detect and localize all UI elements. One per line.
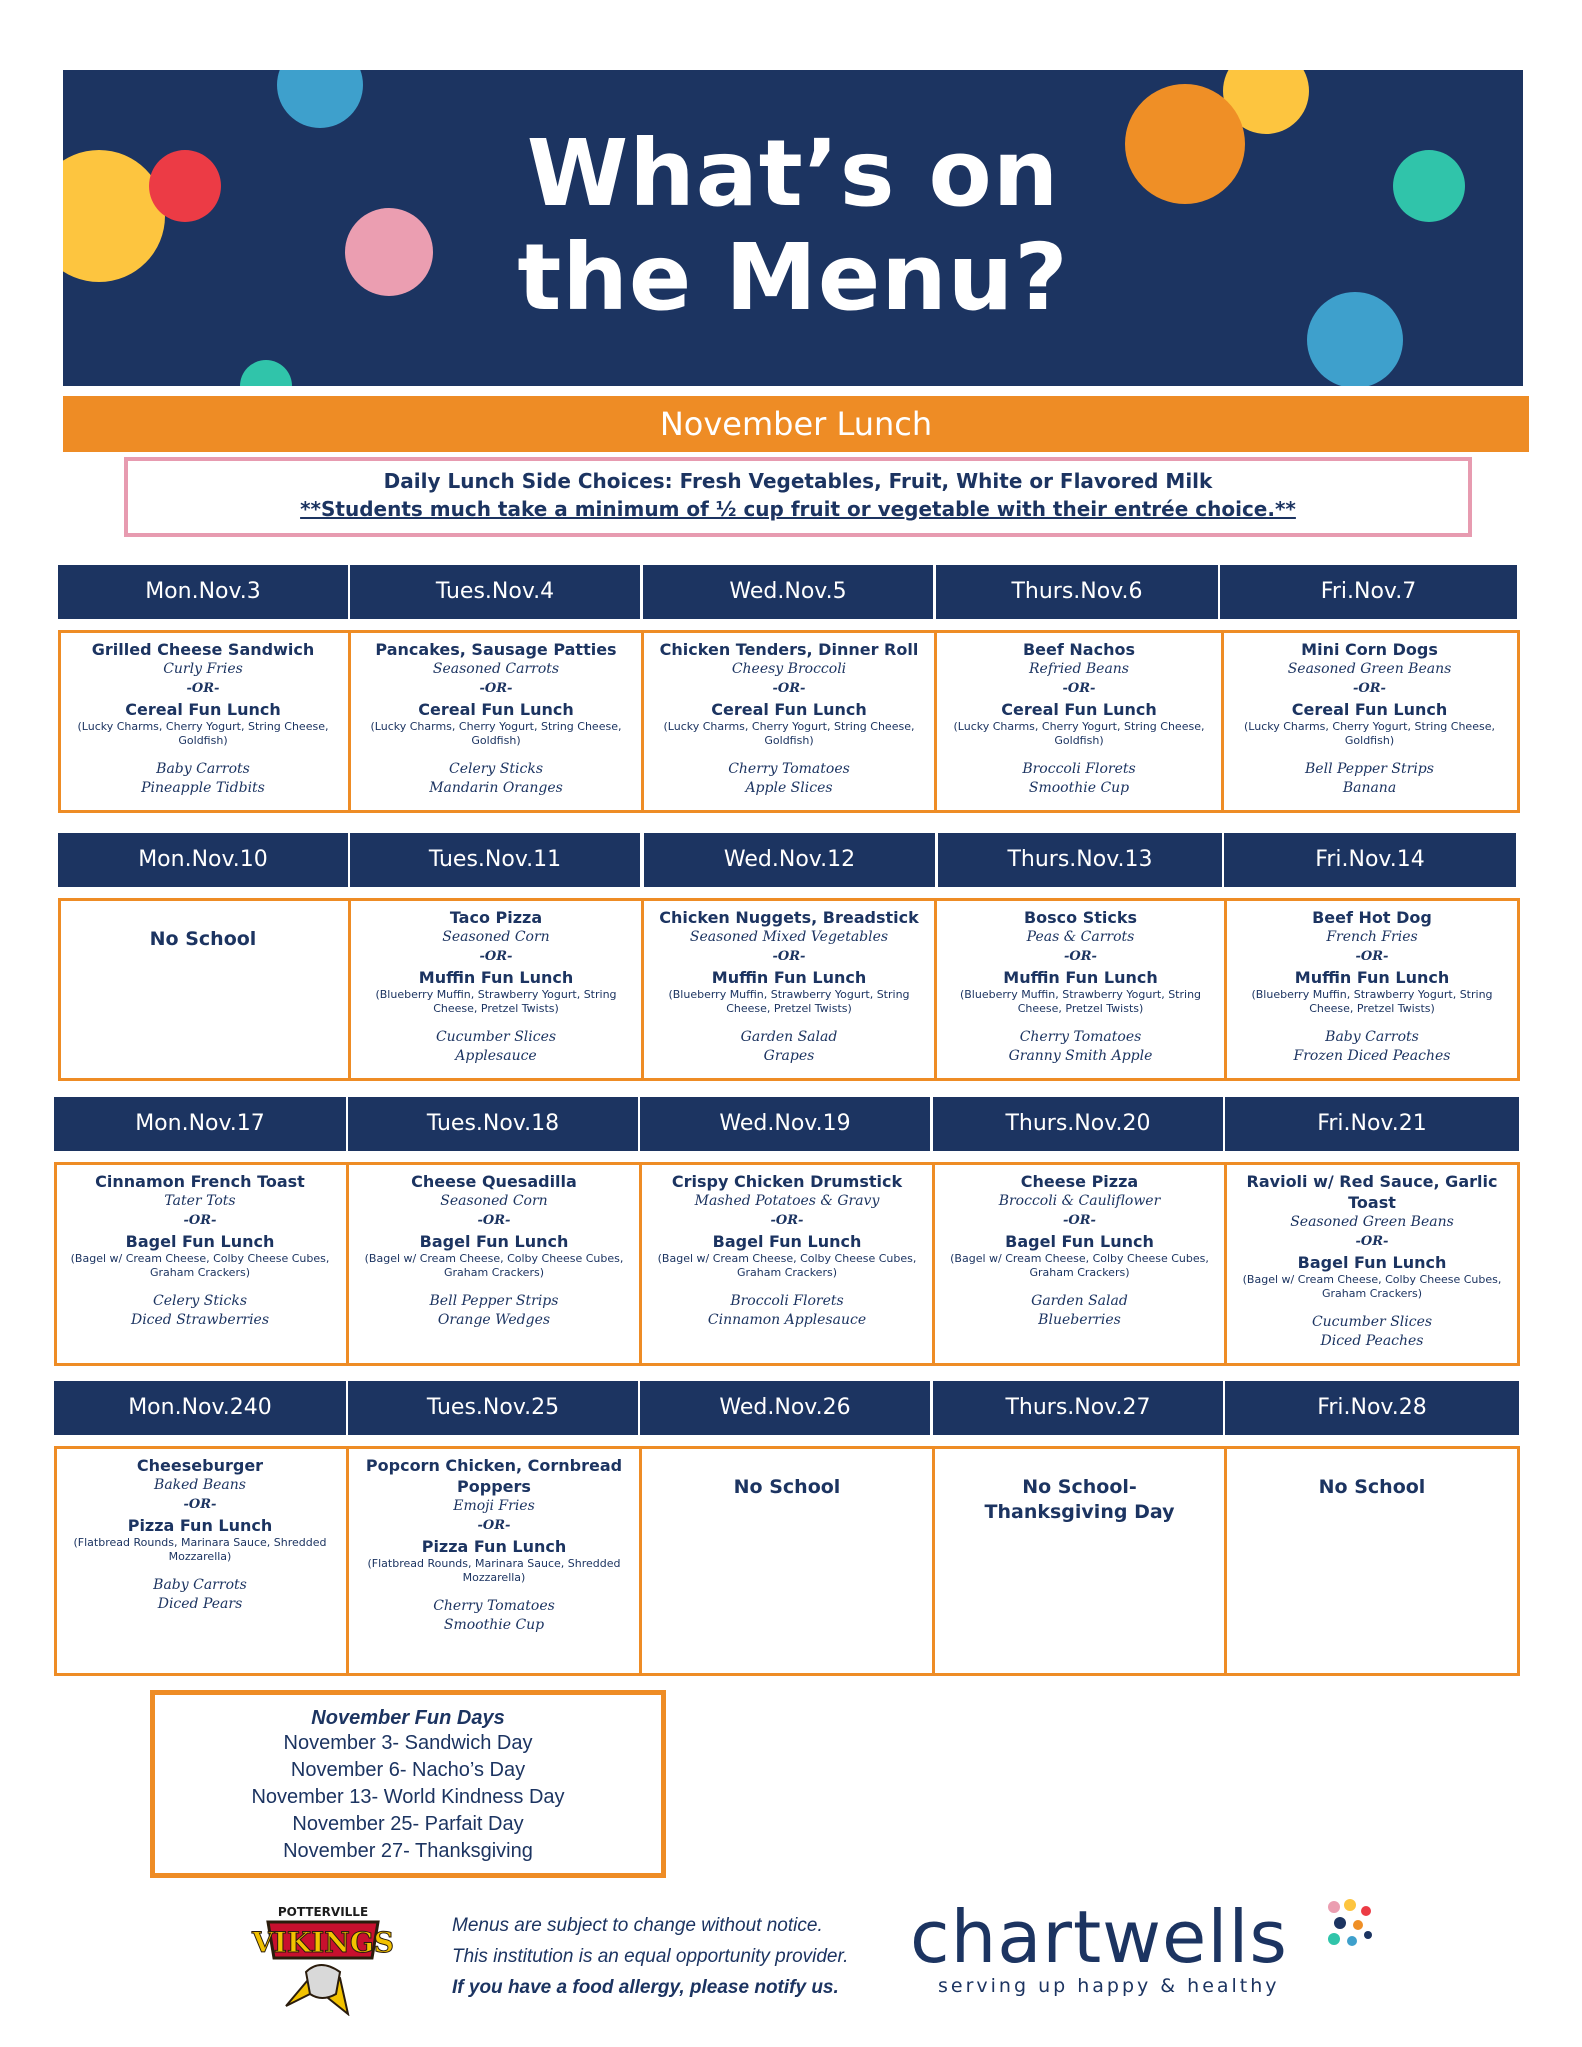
fun-lunch-description: (Bagel w/ Cream Cheese, Colby Cheese Cubes, Graham Crackers): [657, 1252, 917, 1279]
fun-lunch-description: (Bagel w/ Cream Cheese, Colby Cheese Cubes, Graham Crackers): [950, 1252, 1209, 1279]
day-menu-cell: [54, 1449, 349, 1673]
side-item: Smoothie Cup: [443, 1617, 545, 1633]
fun-lunch-description: (Lucky Charms, Cherry Yogurt, String Cheese, Goldfish): [953, 720, 1205, 747]
brand-name: chartwells: [910, 1895, 1288, 1979]
entree-name: Grilled Cheese Sandwich: [91, 640, 315, 659]
day-menu-cell: [937, 901, 1227, 1078]
entree-name: Taco Pizza: [449, 908, 543, 927]
day-header: Wed.Nov.19: [640, 1097, 930, 1151]
entree-side: Seasoned Corn: [442, 929, 550, 945]
fun-lunch-name: Bagel Fun Lunch: [125, 1232, 275, 1251]
day-header: Mon.Nov.3: [58, 565, 348, 619]
side-item: Cherry Tomatoes: [728, 761, 850, 777]
or-divider: -OR-: [772, 949, 806, 964]
day-menu-cell: [642, 1449, 935, 1673]
side-item: Broccoli Florets: [1022, 761, 1136, 777]
entree-name: Crispy Chicken Drumstick: [671, 1172, 903, 1191]
day-menu-cell: [351, 901, 644, 1078]
fun-lunch-description: (Bagel w/ Cream Cheese, Colby Cheese Cubes, Graham Crackers): [70, 1252, 330, 1279]
fun-lunch-description: (Blueberry Muffin, Strawberry Yogurt, String Cheese, Pretzel Twists): [959, 988, 1202, 1015]
fun-lunch-description: (Flatbread Rounds, Marinara Sauce, Shredded Mozzarella): [367, 1557, 621, 1584]
fun-lunch-name: Cereal Fun Lunch: [1291, 700, 1448, 719]
side-item: Celery Sticks: [448, 761, 543, 777]
week-header-row: [58, 833, 1520, 887]
entree-side: Seasoned Mixed Vegetables: [689, 929, 889, 945]
entree-side: Mashed Potatoes & Gravy: [694, 1193, 880, 1209]
day-header: Thurs.Nov.6: [936, 565, 1218, 619]
fun-lunch-description: (Lucky Charms, Cherry Yogurt, String Cheese, Goldfish): [663, 720, 915, 747]
footer-notices: [452, 1910, 912, 2003]
entree-side: Peas & Carrots: [1026, 929, 1135, 945]
entree-side: Tater Tots: [164, 1193, 236, 1209]
day-menu-cell: [349, 1449, 642, 1673]
decor-circle-teal-small: [240, 360, 292, 386]
week-header-row: [58, 565, 1520, 619]
entree-side: Emoji Fries: [453, 1498, 535, 1514]
side-item: Pineapple Tidbits: [141, 780, 265, 796]
day-menu-cell: [58, 633, 351, 810]
side-item: Diced Peaches: [1320, 1333, 1424, 1349]
no-school-label: No School: [1318, 1476, 1426, 1498]
week-menu-row: [54, 1162, 1520, 1366]
side-item: Cucumber Slices: [435, 1029, 557, 1045]
entree-side: French Fries: [1326, 929, 1418, 945]
day-header: Mon.Nov.10: [58, 833, 348, 887]
side-item: Baby Carrots: [156, 761, 250, 777]
fun-lunch-description: (Lucky Charms, Cherry Yogurt, String Cheese, Goldfish): [1244, 720, 1495, 747]
day-menu-cell: [644, 633, 937, 810]
day-menu-cell: [937, 633, 1224, 810]
day-header: Mon.Nov.240: [54, 1381, 346, 1435]
day-header: Tues.Nov.11: [350, 833, 640, 887]
or-divider: -OR-: [770, 1213, 804, 1228]
entree-name: Cheese Pizza: [1020, 1172, 1139, 1191]
side-item: Applesauce: [455, 1048, 537, 1064]
or-divider: -OR-: [183, 1213, 217, 1228]
day-header: Fri.Nov.14: [1224, 833, 1516, 887]
minimum-rule-line: **Students much take a minimum of ½ cup fruit or vegetable with their entrée choice.**: [300, 497, 1296, 521]
fun-lunch-name: Cereal Fun Lunch: [418, 700, 574, 719]
entree-name: Mini Corn Dogs: [1301, 640, 1438, 659]
side-item: Garden Salad: [1031, 1293, 1128, 1309]
no-school-label: No School- Thanksgiving Day: [984, 1476, 1175, 1523]
entree-side: Refried Beans: [1029, 661, 1129, 677]
entree-name: Chicken Nuggets, Breadstick: [659, 908, 919, 927]
allergy-notice: If you have a food allergy, please notify us.: [452, 1977, 839, 1998]
day-header: Wed.Nov.5: [643, 565, 933, 619]
fun-lunch-description: (Blueberry Muffin, Strawberry Yogurt, String Cheese, Pretzel Twists): [668, 988, 910, 1015]
day-menu-cell: [1224, 633, 1515, 810]
side-item: Diced Pears: [157, 1596, 243, 1612]
side-item: Bell Pepper Strips: [1305, 761, 1434, 777]
entree-side: Seasoned Green Beans: [1290, 1214, 1454, 1230]
side-item: Bell Pepper Strips: [429, 1293, 559, 1309]
fun-lunch-description: (Bagel w/ Cream Cheese, Colby Cheese Cubes, Graham Crackers): [364, 1252, 624, 1279]
side-item: Baby Carrots: [1325, 1029, 1419, 1045]
side-item: Baby Carrots: [153, 1577, 247, 1593]
page-title: What’s on the Menu?: [517, 120, 1069, 331]
side-item: Grapes: [763, 1048, 815, 1064]
fun-lunch-name: Muffin Fun Lunch: [711, 968, 867, 987]
day-header: Tues.Nov.4: [350, 565, 640, 619]
side-item: Smoothie Cup: [1028, 780, 1130, 796]
day-menu-cell: [1227, 901, 1517, 1078]
entree-name: Ravioli w/ Red Sauce, Garlic Toast: [1246, 1172, 1498, 1212]
side-item: Frozen Diced Peaches: [1293, 1048, 1451, 1064]
fun-lunch-name: Bagel Fun Lunch: [712, 1232, 862, 1251]
fun-days-box: [150, 1690, 666, 1878]
no-school-label: No School: [149, 928, 257, 950]
side-item: Granny Smith Apple: [1008, 1048, 1153, 1064]
side-item: Diced Strawberries: [130, 1312, 270, 1328]
brand-tagline: serving up happy & healthy: [938, 1975, 1280, 1997]
day-menu-cell: [935, 1449, 1227, 1673]
entree-name: Pancakes, Sausage Patties: [375, 640, 617, 659]
fun-lunch-name: Bagel Fun Lunch: [419, 1232, 569, 1251]
or-divider: -OR-: [479, 949, 513, 964]
entree-side: Seasoned Carrots: [432, 661, 560, 677]
chartwells-logo: [910, 1895, 1380, 2005]
equal-opportunity-notice: This institution is an equal opportunity provider.: [452, 1946, 849, 1967]
day-menu-cell: [644, 901, 937, 1078]
day-header: Wed.Nov.12: [644, 833, 935, 887]
or-divider: -OR-: [1062, 681, 1096, 696]
side-item: Orange Wedges: [437, 1312, 551, 1328]
or-divider: -OR-: [477, 1213, 511, 1228]
fun-lunch-name: Muffin Fun Lunch: [1294, 968, 1450, 987]
change-notice: Menus are subject to change without notice.: [452, 1915, 823, 1936]
or-divider: -OR-: [186, 681, 220, 696]
fun-lunch-description: (Lucky Charms, Cherry Yogurt, String Cheese, Goldfish): [77, 720, 329, 747]
fun-day-item: November 13- World Kindness Day: [251, 1786, 565, 1808]
fun-days-title: November Fun Days: [311, 1707, 505, 1729]
fun-lunch-name: Muffin Fun Lunch: [1003, 968, 1158, 987]
side-item: Apple Slices: [745, 780, 833, 796]
day-menu-cell: [58, 901, 351, 1078]
fun-day-item: November 25- Parfait Day: [292, 1813, 524, 1835]
chartwells-dots-icon: [1326, 1899, 1376, 1955]
entree-side: Broccoli & Cauliflower: [998, 1193, 1161, 1209]
no-school-label: No School: [733, 1476, 841, 1498]
side-item: Mandarin Oranges: [429, 780, 563, 796]
fun-lunch-description: (Blueberry Muffin, Strawberry Yogurt, String Cheese, Pretzel Twists): [375, 988, 617, 1015]
fun-lunch-name: Cereal Fun Lunch: [711, 700, 867, 719]
side-item: Cucumber Slices: [1311, 1314, 1433, 1330]
fun-lunch-description: (Lucky Charms, Cherry Yogurt, String Cheese, Goldfish): [370, 720, 622, 747]
day-menu-cell: [1227, 1449, 1517, 1673]
day-header: Fri.Nov.21: [1225, 1097, 1519, 1151]
fun-day-item: November 3- Sandwich Day: [283, 1732, 533, 1754]
fun-lunch-name: Muffin Fun Lunch: [418, 968, 574, 987]
week-header-row: [54, 1097, 1520, 1151]
day-header: Thurs.Nov.27: [933, 1381, 1223, 1435]
fun-lunch-description: (Blueberry Muffin, Strawberry Yogurt, String Cheese, Pretzel Twists): [1251, 988, 1493, 1015]
fun-day-item: November 6- Nacho’s Day: [290, 1759, 526, 1781]
or-divider: -OR-: [1064, 949, 1097, 964]
daily-sides-line: Daily Lunch Side Choices: Fresh Vegetables, Fruit, White or Flavored Milk: [383, 469, 1213, 493]
day-header: Thurs.Nov.20: [933, 1097, 1223, 1151]
entree-name: Beef Hot Dog: [1312, 908, 1432, 927]
month-label: November Lunch: [63, 396, 1529, 452]
day-header: Fri.Nov.7: [1220, 565, 1517, 619]
side-item: Celery Sticks: [152, 1293, 247, 1309]
fun-lunch-description: (Flatbread Rounds, Marinara Sauce, Shredded Mozzarella): [73, 1536, 327, 1563]
side-item: Banana: [1342, 780, 1397, 796]
side-item: Blueberries: [1038, 1312, 1121, 1328]
or-divider: -OR-: [1353, 681, 1386, 696]
fun-lunch-name: Bagel Fun Lunch: [1297, 1253, 1447, 1272]
day-header: Tues.Nov.18: [348, 1097, 638, 1151]
day-header: Wed.Nov.26: [640, 1381, 930, 1435]
week-menu-row: [58, 630, 1520, 813]
day-menu-cell: [1227, 1165, 1517, 1363]
entree-side: Seasoned Green Beans: [1287, 661, 1452, 677]
entree-name: Beef Nachos: [1022, 640, 1135, 659]
or-divider: -OR-: [1355, 1234, 1389, 1249]
entree-name: Popcorn Chicken, Cornbread Poppers: [365, 1456, 623, 1496]
entree-side: Cheesy Broccoli: [731, 661, 847, 677]
day-menu-cell: [935, 1165, 1227, 1363]
or-divider: -OR-: [477, 1518, 511, 1533]
day-menu-cell: [351, 633, 644, 810]
entree-side: Curly Fries: [163, 661, 243, 677]
entree-side: Baked Beans: [154, 1477, 246, 1493]
fun-lunch-name: Bagel Fun Lunch: [1005, 1232, 1154, 1251]
or-divider: -OR-: [183, 1497, 217, 1512]
fun-day-item: November 27- Thanksgiving: [283, 1840, 533, 1862]
side-item: Garden Salad: [740, 1029, 838, 1045]
entree-name: Cheese Quesadilla: [411, 1172, 577, 1191]
entree-name: Cheeseburger: [136, 1456, 264, 1475]
side-item: Broccoli Florets: [730, 1293, 844, 1309]
fun-lunch-description: (Bagel w/ Cream Cheese, Colby Cheese Cubes, Graham Crackers): [1242, 1273, 1502, 1300]
header-banner: [63, 70, 1523, 386]
day-header: Mon.Nov.17: [54, 1097, 346, 1151]
day-menu-cell: [642, 1165, 935, 1363]
side-item: Cherry Tomatoes: [1019, 1029, 1142, 1045]
day-menu-cell: [54, 1165, 349, 1363]
svg-text:POTTERVILLE: POTTERVILLE: [277, 1905, 369, 1919]
or-divider: -OR-: [772, 681, 806, 696]
or-divider: -OR-: [1063, 1213, 1096, 1228]
vikings-logo-icon: [248, 1898, 398, 2016]
entree-side: Seasoned Corn: [440, 1193, 548, 1209]
week-menu-row: [54, 1446, 1520, 1676]
entree-name: Bosco Sticks: [1023, 908, 1138, 927]
side-item: Cherry Tomatoes: [433, 1598, 555, 1614]
fun-lunch-name: Cereal Fun Lunch: [1001, 700, 1157, 719]
day-header: Tues.Nov.25: [348, 1381, 638, 1435]
day-header: Fri.Nov.28: [1225, 1381, 1519, 1435]
svg-text:VIKINGS: VIKINGS: [252, 1926, 394, 1959]
fun-lunch-name: Pizza Fun Lunch: [421, 1537, 567, 1556]
entree-name: Chicken Tenders, Dinner Roll: [659, 640, 919, 659]
or-divider: -OR-: [1355, 949, 1389, 964]
day-header: Thurs.Nov.13: [938, 833, 1222, 887]
day-menu-cell: [349, 1165, 642, 1363]
fun-lunch-name: Pizza Fun Lunch: [127, 1516, 273, 1535]
side-item: Cinnamon Applesauce: [707, 1312, 867, 1328]
daily-sides-notice: [124, 457, 1472, 537]
or-divider: -OR-: [479, 681, 513, 696]
week-menu-row: [58, 898, 1520, 1081]
week-header-row: [54, 1381, 1520, 1435]
fun-lunch-name: Cereal Fun Lunch: [125, 700, 281, 719]
entree-name: Cinnamon French Toast: [95, 1172, 305, 1191]
decor-circle-blue-top: [277, 70, 363, 128]
